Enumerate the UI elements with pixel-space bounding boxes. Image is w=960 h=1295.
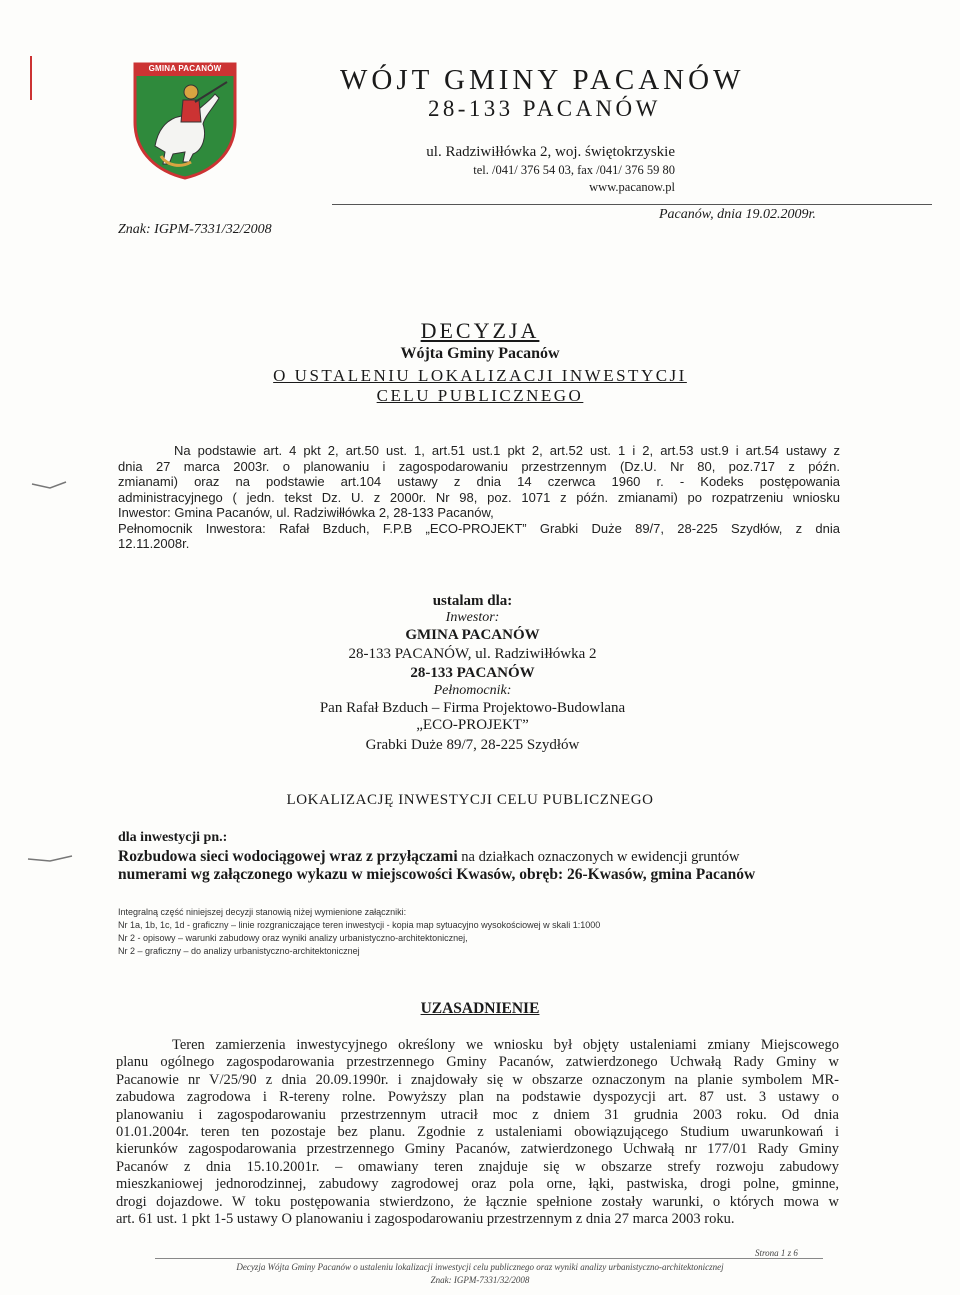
decision-intro: ustalam dla: [432,593,513,609]
footer-divider [155,1258,823,1259]
legal-basis-line: zmianami) oraz na podstawie art.104 ustawy z dnia 14 czerwca 1960 r. - Kodeks postępowania [118,474,840,489]
legal-basis-line: 12.11.2008r. [118,536,190,551]
investor-city: 28-133 PACANÓW [410,665,535,681]
scan-margin-mark [30,478,68,490]
footer-reference: Znak: IGPM-7331/32/2008 [430,1275,530,1285]
proxy-address: Grabki Duże 89/7, 28-225 Szydłów [365,737,580,753]
document-title: DECYZJA [420,318,540,343]
justification-line: kierunków zagospodarowania przestrzennego Gminy Pacanów, zatwierdzonego Uchwałą nr 177/01 Rady Gminy [116,1141,839,1158]
investor-address: 28-133 PACANÓW, ul. Radziwiłłówka 2 [348,646,597,662]
proxy-firm: „ECO-PROJEKT” [416,717,529,733]
investment-location: na działkach oznaczonych w ewidencji gruntów [457,849,740,865]
office-website: www.pacanow.pl [589,180,675,194]
legal-basis-line: administracyjnego ( jedn. tekst Dz. U. z 2000r. Nr 98, poz. 1071 z późn. zmianami) po rozpatrzeniu wniosku [118,489,840,505]
justification-line: 01.01.2004r. teren ten pozostaje bez planu. Zgodnie z ustaleniami obowiązującego Studium uwarunkowań i [116,1124,839,1141]
attachments-list [118,906,600,958]
municipality-crest [133,62,237,180]
proxy-name: Pan Rafał Bzduch – Firma Projektowo-Budowlana [319,700,626,716]
document-subtitle: O USTALENIU LOKALIZACJI INWESTYCJI [273,366,687,385]
office-title: WÓJT GMINY PACANÓW [340,64,745,96]
investor-label: Inwestor: [445,610,500,625]
justification-line: Teren zamierzenia inwestycyjnego określony we wniosku był objęty ustaleniami zmiany Miejscowego [172,1037,839,1053]
justification-line: mieszkaniowej jednorodzinnej, zabudowy zagrodowej oraz pola orne, łąki, pastwiska, drogi polne, gminne, [116,1176,839,1193]
investment-description [118,848,843,884]
header-divider [332,204,932,205]
investment-title: Rozbudowa sieci wodociągowej wraz z przyłączami [118,848,458,865]
investor-name: GMINA PACANÓW [405,627,540,643]
page-number: Strona 1 z 6 [755,1248,798,1258]
justification-line: planowaniu i zagospodarowaniu przestrzennym utracił moc z dniem 31 grudnia 2003 roku. Od dnia [116,1106,839,1123]
justification-heading: UZASADNIENIE [420,1000,540,1017]
document-subtitle: CELU PUBLICZNEGO [376,386,584,405]
justification-text [116,1037,839,1228]
legal-basis-line: Na podstawie art. 4 pkt 2, art.50 ust. 1, art.51 ust.1 pkt 2, art.52 ust. 1 i 2, art.53 ust.9 i art.54 ustawy z [174,443,840,458]
proxy-label: Pełnomocnik: [433,683,512,698]
reference-number: Znak: IGPM-7331/32/2008 [118,222,272,237]
justification-line: Pacanów z dnia 15.10.2001r. – omawiany teren znajduje się w obszarze strefy rozwoju zabudowy [116,1158,839,1175]
justification-line: Pacanowie nr V/25/90 z dnia 20.09.1990r. i znajdowały się w obszarze oznaczonym na planie symbolem MR- [116,1071,839,1088]
legal-basis-line: Inwestor: Gmina Pacanów, ul. Radziwiłłówka 2, 28-133 Pacanów, [118,505,494,520]
legal-basis [118,443,840,552]
legal-basis-line: dnia 27 marca 2003r. o planowaniu i zagospodarowaniu przestrzennym (Dz.U. Nr 80, poz.717 z późn. [118,458,840,474]
scan-margin-mark [26,852,74,864]
investment-location-detail: numerami wg załączonego wykazu w miejscowości Kwasów, obręb: 26-Kwasów, gmina Pacanów [118,866,756,883]
localization-heading: LOKALIZACJĘ INWESTYCJI CELU PUBLICZNEGO [286,792,654,808]
scan-mark [30,56,32,100]
crest-label: GMINA PACANÓW [148,64,222,73]
justification-line: planu ogólnego zagospodarowania przestrzennego Gminy Pacanów, zatwierdzonego Uchwałą Rady Gminy w [116,1054,839,1071]
attachment-item: Nr 2 – graficzny – do analizy urbanistyczno-architektonicznej [118,946,360,956]
footer-text: Decyzja Wójta Gminy Pacanów o ustaleniu lokalizacji inwestycji celu publicznego oraz wyniki analizy urbanistyczno-architektonicznej [236,1262,724,1272]
legal-basis-line: Pełnomocnik Inwestora: Rafał Bzduch, F.P.B „ECO-PROJEKT” Grabki Duże 89/7, 28-225 Szydłów, z dnia [118,520,840,536]
justification-line: drogi dojazdowe. W toku postępowania stwierdzono, że łącznie spełnione zostały warunki, o których mowa w [116,1193,839,1210]
document-subtitle: Wójta Gminy Pacanów [400,345,560,362]
office-phone: tel. /041/ 376 54 03, fax /041/ 376 59 80 [473,163,675,177]
office-street: ul. Radziwiłłówka 2, woj. świętokrzyskie [426,144,675,160]
attachment-item: Nr 2 - opisowy – warunki zabudowy oraz wyniki analizy urbanistyczno-architektonicznej, [118,933,468,943]
justification-line: art. 61 ust. 1 pkt 1-5 ustawy O planowaniu i zagospodarowaniu przestrzennym z dnia 27 marca 2003 roku. [116,1211,735,1228]
place-and-date: Pacanów, dnia 19.02.2009r. [659,207,816,222]
justification-line: zabudowa zagrodowa i R-tereny rolne. Powyższy plan na podstawie dyspozycji art. 87 ust. 3 ustawy o [116,1089,839,1106]
investment-label: dla inwestycji pn.: [118,830,228,845]
attachment-item: Nr 1a, 1b, 1c, 1d - graficzny – linie rozgraniczające teren inwestycji - kopia map sytuacyjno wysokościowej w skali 1:1000 [118,920,601,930]
attachment-item: Integralną część niniejszej decyzji stanowią niżej wymienione załączniki: [118,907,407,917]
office-postcode: 28-133 PACANÓW [428,96,661,121]
